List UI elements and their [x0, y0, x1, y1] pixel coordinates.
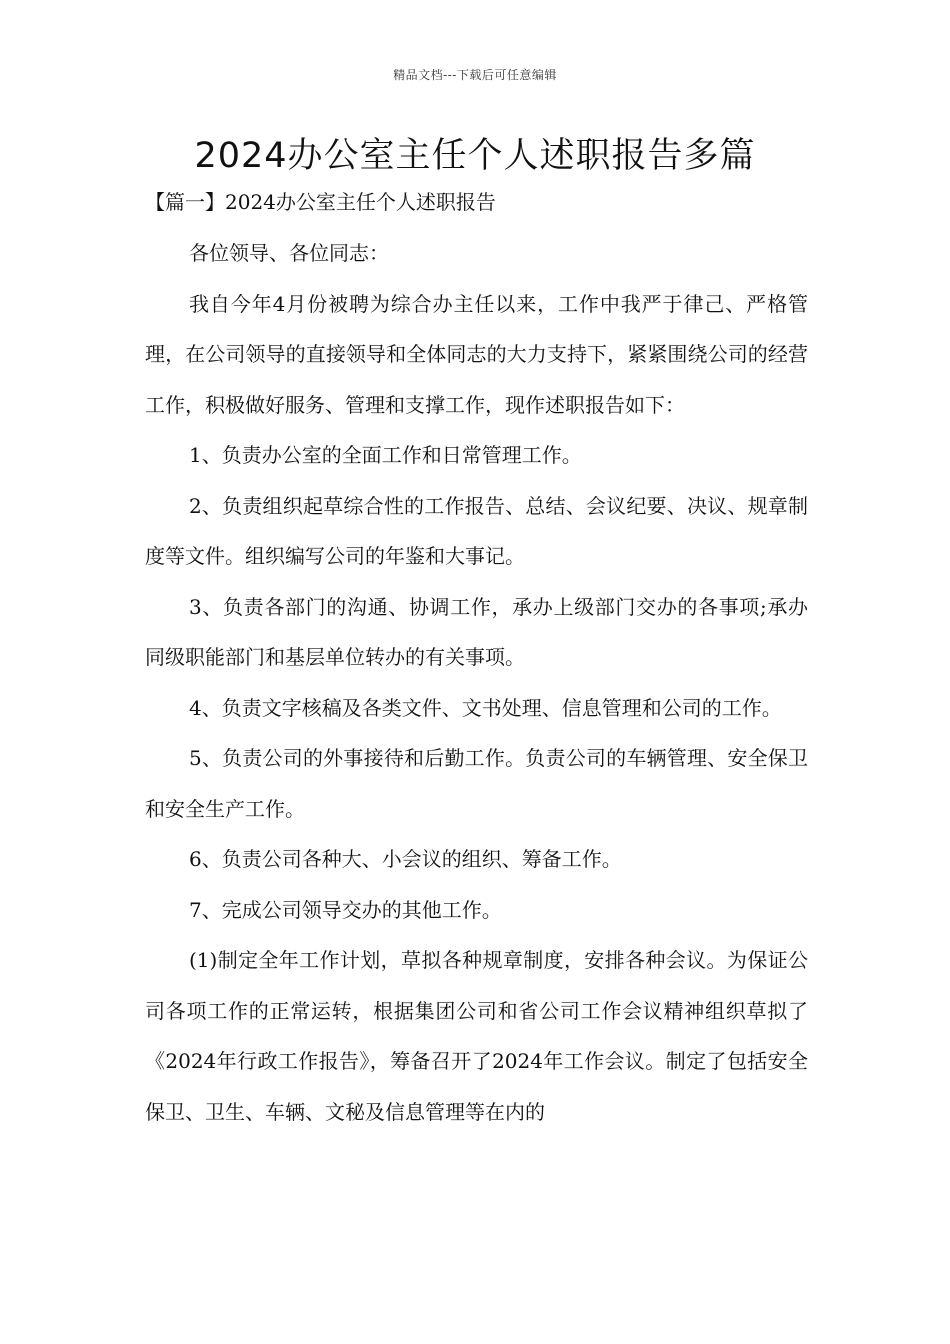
document-title: 2024办公室主任个人述职报告多篇	[194, 136, 756, 176]
salutation-paragraph: 各位领导、各位同志：	[189, 241, 389, 265]
header-note: 精品文档---下载后可任意编辑	[393, 68, 557, 82]
intro-paragraph: 我自今年4月份被聘为综合办主任以来，工作中我严于律己、严格管理，在公司领导的直接领导和全体同志的大力支持下，紧紧围绕公司的经营工作，积极做好服务、管理和支撑工作，现作述职报告如下：	[145, 291, 808, 417]
section-heading: 【篇一】2024办公室主任个人述职报告	[145, 190, 496, 214]
work-plan-paragraph: (1)制定全年工作计划，草拟各种规章制度，安排各种会议。为保证公司各项工作的正常运转，根据集团公司和省公司工作会议精神组织草拟了《2024年行政工作报告》，筹备召开了2024年工作会议。制定了包括安全保卫、卫生、车辆、文秘及信息管理等在内的	[145, 948, 808, 1124]
duty-item-6: 6、负责公司各种大、小会议的组织、筹备工作。	[189, 847, 622, 871]
duty-item-7: 7、完成公司领导交办的其他工作。	[189, 897, 502, 922]
duty-item-5: 5、负责公司的外事接待和后勤工作。负责公司的车辆管理、安全保卫和安全生产工作。	[145, 746, 808, 821]
duty-item-2: 2、负责组织起草综合性的工作报告、总结、会议纪要、决议、规章制度等文件。组织编写公司的年鉴和大事记。	[145, 493, 808, 568]
document-body	[145, 228, 808, 1137]
duty-item-3: 3、负责各部门的沟通、协调工作，承办上级部门交办的各事项;承办同级职能部门和基层单位转办的有关事项。	[145, 594, 808, 669]
duty-item-4: 4、负责文字核稿及各类文件、文书处理、信息管理和公司的工作。	[189, 695, 782, 720]
duty-item-1: 1、负责办公室的全面工作和日常管理工作。	[189, 443, 582, 467]
